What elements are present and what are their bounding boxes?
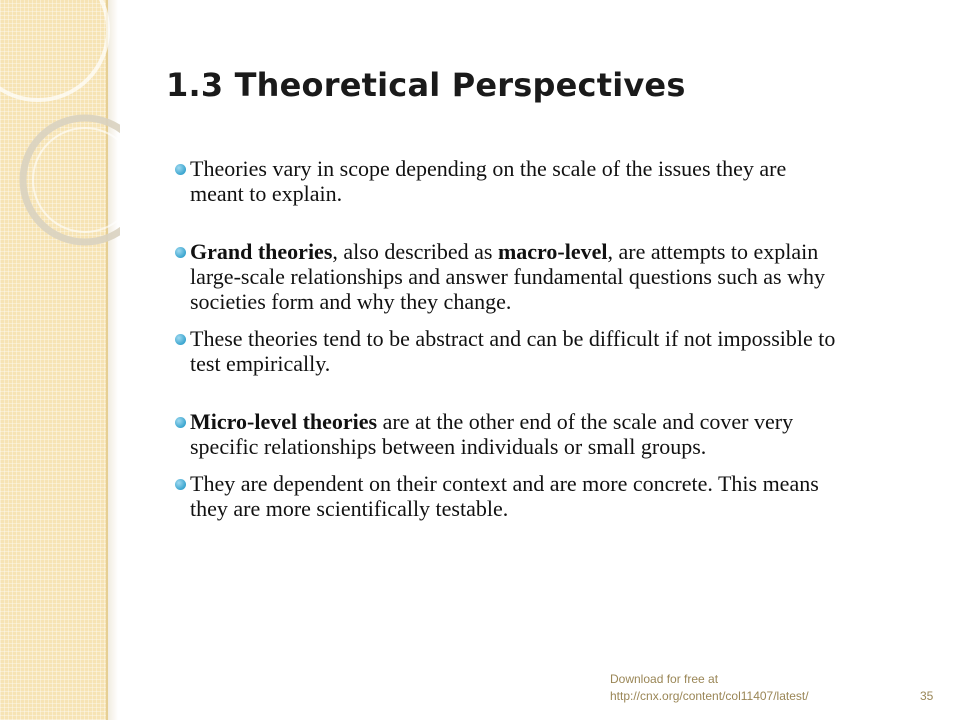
bullet-text-bold: macro-level <box>497 239 608 264</box>
bullet-item-abstract-theories <box>190 326 840 376</box>
bullet-text: are at the other end of the scale and cover very specific relationships between individuals or small groups. <box>190 409 794 459</box>
bullet-text: These theories tend to be abstract and can be difficult if not impossible to test empirically. <box>190 326 836 376</box>
bullet-list <box>190 156 840 521</box>
decorative-ring-small <box>33 128 120 232</box>
bullet-item-micro-level <box>190 409 840 459</box>
decorative-ring-medium <box>23 118 120 242</box>
bullet-text-bold: Micro-level theories <box>190 409 378 434</box>
page-number: 35 <box>920 689 934 703</box>
bullet-text: Theories vary in scope depending on the scale of the issues they are meant to explain. <box>190 156 787 206</box>
bullet-item-scope <box>190 156 840 206</box>
bullet-item-grand-theories <box>190 239 840 314</box>
bullet-item-context <box>190 471 840 521</box>
bullet-text-bold: Grand theories <box>190 239 333 264</box>
bullet-text: They are dependent on their context and are more concrete. This means they are more scientifically testable. <box>190 471 819 521</box>
footer-link-url[interactable]: http://cnx.org/content/col11407/latest/ <box>610 689 809 703</box>
bullet-text: , also described as <box>332 239 498 264</box>
slide-title: 1.3 Theoretical Perspectives <box>166 66 686 104</box>
decorative-rings <box>0 0 120 720</box>
footer-download-note <box>610 671 809 705</box>
decorative-ring-large <box>0 0 108 100</box>
footer-line-1: Download for free at <box>610 672 719 686</box>
bullet-text: , are attempts to explain large-scale relationships and answer fundamental questions such as why societies form and why they change. <box>190 239 825 314</box>
